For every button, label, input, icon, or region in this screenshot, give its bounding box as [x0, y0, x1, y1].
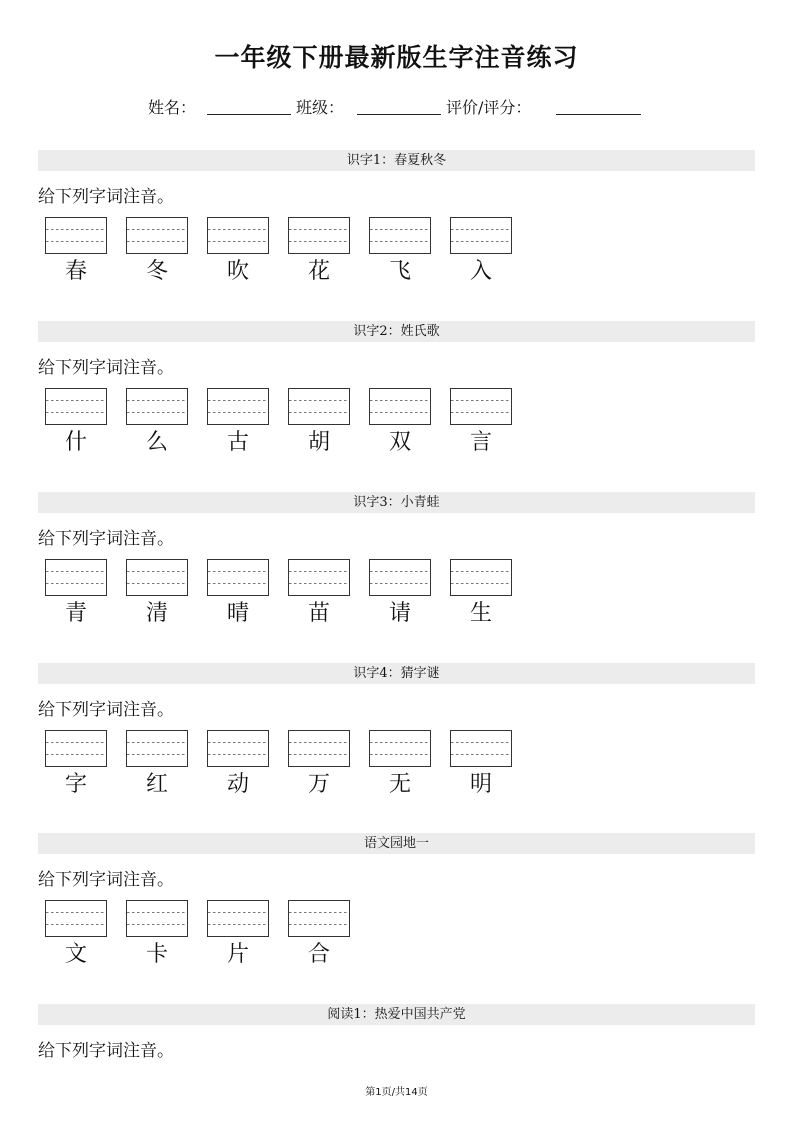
character-cell: [369, 217, 431, 287]
character-cell: [207, 217, 269, 287]
chinese-character: 入: [469, 259, 492, 284]
pinyin-writing-box[interactable]: [369, 217, 431, 254]
character-cell: [45, 900, 107, 970]
pinyin-writing-box[interactable]: [207, 388, 269, 425]
class-label: 班级：: [296, 98, 345, 117]
section-header: 语文园地一: [38, 833, 755, 854]
character-cell: [207, 559, 269, 629]
pinyin-writing-box[interactable]: [288, 388, 350, 425]
pinyin-writing-box[interactable]: [450, 388, 512, 425]
pinyin-writing-box[interactable]: [288, 730, 350, 767]
chinese-character: 生: [469, 601, 492, 626]
pinyin-writing-box[interactable]: [45, 217, 107, 254]
page-footer: 第1页/共14页: [365, 1087, 428, 1098]
section-instruction: 给下列字词注音。: [38, 358, 174, 378]
character-cell: [450, 217, 512, 287]
chinese-character: 双: [388, 430, 411, 455]
exercise-section: [38, 663, 755, 797]
character-cell: [288, 388, 350, 458]
section-instruction: 给下列字词注音。: [38, 529, 174, 549]
pinyin-writing-box[interactable]: [450, 217, 512, 254]
character-cell: [288, 217, 350, 287]
chinese-character: 春: [64, 259, 87, 284]
exercise-section: [38, 321, 755, 455]
chinese-character: 字: [64, 772, 87, 797]
name-label: 姓名：: [148, 98, 197, 117]
character-cell: [126, 900, 188, 970]
chinese-character: 片: [226, 942, 249, 967]
pinyin-writing-box[interactable]: [207, 217, 269, 254]
chinese-character: 红: [145, 772, 168, 797]
section-instruction: 给下列字词注音。: [38, 1041, 174, 1061]
chinese-character: 花: [307, 259, 330, 284]
pinyin-writing-box[interactable]: [369, 559, 431, 596]
character-cell: [126, 730, 188, 800]
page-title: 一年级下册最新版生字注音练习: [214, 43, 579, 72]
chinese-character: 万: [307, 772, 330, 797]
character-cell: [369, 559, 431, 629]
chinese-character: 请: [388, 601, 411, 626]
class-blank[interactable]: [357, 114, 441, 115]
chinese-character: 无: [388, 772, 411, 797]
character-cell: [288, 559, 350, 629]
pinyin-writing-box[interactable]: [288, 217, 350, 254]
section-instruction: 给下列字词注音。: [38, 870, 174, 890]
chinese-character: 清: [145, 601, 168, 626]
pinyin-writing-box[interactable]: [45, 388, 107, 425]
chinese-character: 古: [226, 430, 249, 455]
character-cell: [288, 730, 350, 800]
chinese-character: 动: [226, 772, 249, 797]
character-cell: [45, 217, 107, 287]
pinyin-writing-box[interactable]: [369, 388, 431, 425]
character-cell: [45, 730, 107, 800]
character-cell: [207, 730, 269, 800]
pinyin-writing-box[interactable]: [207, 559, 269, 596]
pinyin-writing-box[interactable]: [207, 900, 269, 937]
chinese-character: 明: [469, 772, 492, 797]
section-header: 识字3：小青蛙: [38, 492, 755, 513]
chinese-character: 什: [64, 430, 87, 455]
character-cell: [288, 900, 350, 970]
section-header: 识字2：姓氏歌: [38, 321, 755, 342]
chinese-character: 卡: [145, 942, 168, 967]
exercise-section: [38, 833, 755, 967]
chinese-character: 胡: [307, 430, 330, 455]
section-header: 识字4：猜字谜: [38, 663, 755, 684]
chinese-character: 言: [469, 430, 492, 455]
character-cell: [369, 730, 431, 800]
pinyin-writing-box[interactable]: [126, 900, 188, 937]
chinese-character: 合: [307, 942, 330, 967]
character-cell: [450, 388, 512, 458]
exercise-section: [38, 492, 755, 626]
section-instruction: 给下列字词注音。: [38, 187, 174, 207]
pinyin-writing-box[interactable]: [45, 900, 107, 937]
character-cell: [369, 388, 431, 458]
pinyin-writing-box[interactable]: [450, 559, 512, 596]
character-cell: [126, 559, 188, 629]
character-cell: [126, 217, 188, 287]
pinyin-writing-box[interactable]: [126, 388, 188, 425]
section-header: 识字1：春夏秋冬: [38, 150, 755, 171]
score-label: 评价/评分：: [446, 98, 532, 117]
character-cell: [126, 388, 188, 458]
character-cell: [45, 559, 107, 629]
chinese-character: 冬: [145, 259, 168, 284]
character-cell: [45, 388, 107, 458]
chinese-character: 晴: [226, 601, 249, 626]
exercise-section: [38, 1004, 755, 1061]
chinese-character: 么: [145, 430, 168, 455]
pinyin-writing-box[interactable]: [45, 730, 107, 767]
character-cell: [207, 900, 269, 970]
pinyin-writing-box[interactable]: [288, 900, 350, 937]
pinyin-writing-box[interactable]: [45, 559, 107, 596]
pinyin-writing-box[interactable]: [288, 559, 350, 596]
pinyin-writing-box[interactable]: [450, 730, 512, 767]
chinese-character: 吹: [226, 259, 249, 284]
character-cell: [207, 388, 269, 458]
exercise-section: [38, 150, 755, 284]
pinyin-writing-box[interactable]: [126, 217, 188, 254]
pinyin-writing-box[interactable]: [207, 730, 269, 767]
pinyin-writing-box[interactable]: [369, 730, 431, 767]
name-blank[interactable]: [207, 114, 291, 115]
chinese-character: 青: [64, 601, 87, 626]
section-instruction: 给下列字词注音。: [38, 700, 174, 720]
student-info-row: [0, 95, 793, 121]
chinese-character: 文: [64, 942, 87, 967]
character-cell: [450, 730, 512, 800]
pinyin-writing-box[interactable]: [126, 559, 188, 596]
chinese-character: 飞: [388, 259, 411, 284]
chinese-character: 苗: [307, 601, 330, 626]
character-cell: [450, 559, 512, 629]
pinyin-writing-box[interactable]: [126, 730, 188, 767]
section-header: 阅读1：热爱中国共产党: [38, 1004, 755, 1025]
score-blank[interactable]: [556, 114, 641, 115]
